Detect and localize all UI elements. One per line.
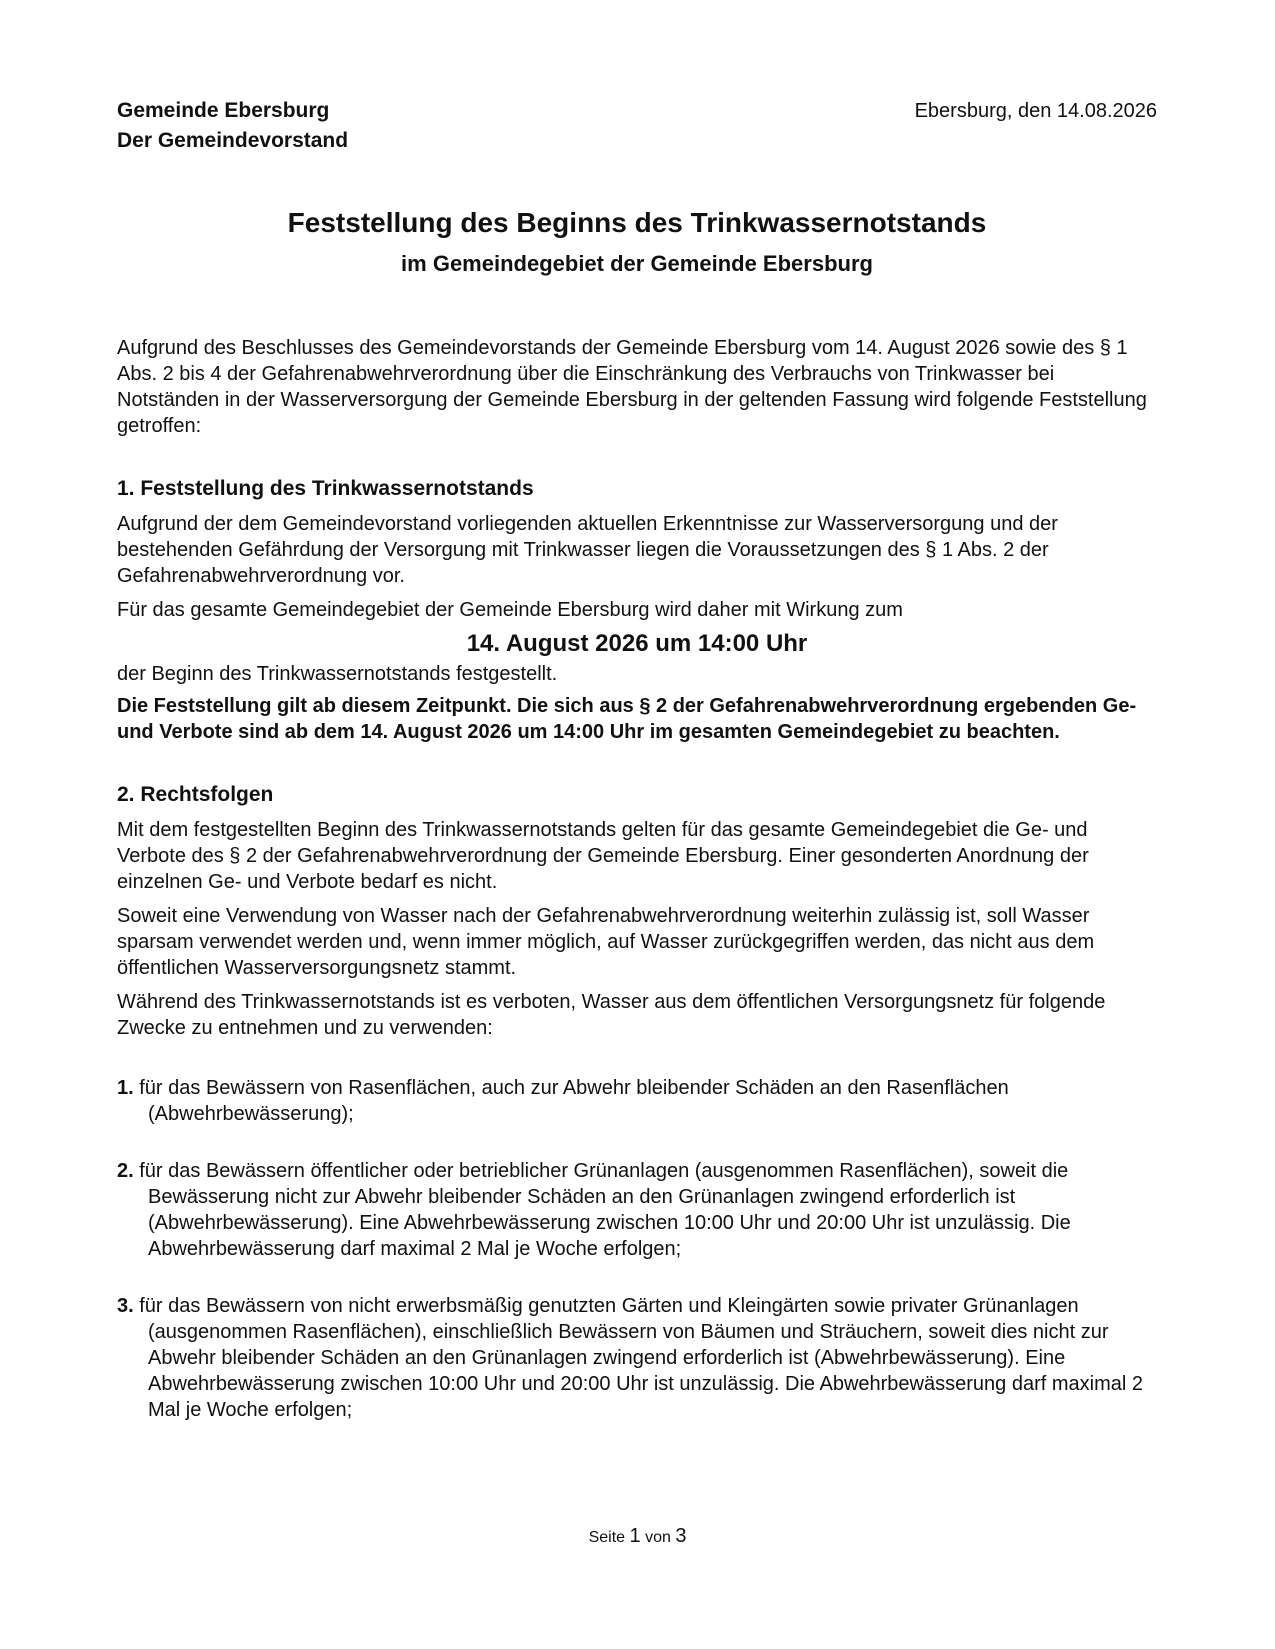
list-item <box>117 1293 1157 1423</box>
list-item-number: 1. <box>117 1077 134 1099</box>
section-2-paragraph-2: Soweit eine Verwendung von Wasser nach der Gefahrenabwehrverordnung weiterhin zulässig ist, soll Wasser sparsam verwendet werden und, wenn immer möglich, auf Wasser zurückgegriffen werden, das nicht aus dem öffentlichen Wasserversorgungsnetz stammt. <box>117 905 1095 979</box>
list-item <box>117 1075 1157 1127</box>
list-item-number: 3. <box>117 1295 134 1317</box>
section-2-heading: 2. Rechtsfolgen <box>117 783 274 806</box>
section-1-paragraph-3: der Beginn des Trinkwassernotstands festgestellt. <box>117 663 558 685</box>
footer-seite-label: Seite <box>588 1529 626 1546</box>
section-1-heading: 1. Feststellung des Trinkwassernotstands <box>117 477 534 500</box>
list-item <box>117 1158 1157 1262</box>
list-item-text: für das Bewässern von nicht erwerbsmäßig genutzten Gärten und Kleingärten sowie privater Grünanlagen (ausgenommen Rasenflächen), einschließlich Bewässern von Bäumen und Sträuchern, soweit dies nicht zur Abwehr bleibender Schäden an den Grünanlagen zwingend erforderlich ist (Abwehrbewässerung). Eine Abwehrbewässerung zwischen 10:00 Uhr und 20:00 Uhr ist unzulässig. Die Abwehrbewässerung darf maximal 2 Mal je Woche erfolgen; <box>139 1295 1143 1421</box>
list-item-text: für das Bewässern öffentlicher oder betrieblicher Grünanlagen (ausgenommen Rasenflächen), soweit die Bewässerung nicht zur Abwehr bleibender Schäden an den Grünanlagen zwingend erforderlich ist (Abwehrbewässerung). Eine Abwehrbewässerung zwischen 10:00 Uhr und 20:00 Uhr ist unzulässig. Die Abwehrbewässerung darf maximal 2 Mal je Woche erfolgen; <box>139 1160 1071 1260</box>
intro-paragraph: Aufgrund des Beschlusses des Gemeindevorstands der Gemeinde Ebersburg vom 14. August 2026 sowie des § 1 Abs. 2 bis 4 der Gefahrenabwehrverordnung über die Einschränkung des Verbrauchs von Trinkwasser bei Notständen in der Wasserversorgung der Gemeinde Ebersburg in der geltenden Fassung wird folgende Feststellung getroffen: <box>117 337 1147 437</box>
list-item-number: 2. <box>117 1160 134 1182</box>
document-subtitle: im Gemeindegebiet der Gemeinde Ebersburg <box>401 251 873 276</box>
document-page <box>117 96 1157 1454</box>
list-item-text: für das Bewässern von Rasenflächen, auch zur Abwehr bleibender Schäden an den Rasenflächen (Abwehrbewässerung); <box>139 1077 1009 1125</box>
footer-von-label: von <box>645 1529 671 1546</box>
letterhead <box>117 96 1157 158</box>
page-footer <box>0 1524 1275 1550</box>
document-title: Feststellung des Beginns des Trinkwassernotstands <box>287 207 987 238</box>
effective-date: 14. August 2026 um 14:00 Uhr <box>466 630 808 657</box>
dateline: Ebersburg, den 14.08.2026 <box>914 100 1157 122</box>
section-2-paragraph-1: Mit dem festgestellten Beginn des Trinkwassernotstands gelten für das gesamte Gemeindegebiet die Ge- und Verbote des § 2 der Gefahrenabwehrverordnung der Gemeinde Ebersburg. Einer gesonderten Anordnung der einzelnen Ge- und Verbote bedarf es nicht. <box>117 819 1089 893</box>
issuer-municipality: Gemeinde Ebersburg <box>117 99 330 122</box>
section-2-paragraph-3: Während des Trinkwassernotstands ist es verboten, Wasser aus dem öffentlichen Versorgungsnetz für folgende Zwecke zu entnehmen und zu verwenden: <box>117 991 1106 1039</box>
total-page-count: 3 <box>675 1525 687 1547</box>
section-1-bold-note: Die Feststellung gilt ab diesem Zeitpunkt. Die sich aus § 2 der Gefahrenabwehrverordnung ergebenden Ge- und Verbote sind ab dem 14. August 2026 um 14:00 Uhr im gesamten Gemeindegebiet zu beachten. <box>117 695 1137 743</box>
prohibition-list <box>117 1075 1157 1423</box>
current-page-number: 1 <box>629 1525 641 1547</box>
issuer-authority: Der Gemeindevorstand <box>117 129 349 152</box>
section-1-paragraph-1: Aufgrund der dem Gemeindevorstand vorliegenden aktuellen Erkenntnisse zur Wasserversorgung und der bestehenden Gefährdung der Versorgung mit Trinkwasser liegen die Voraussetzungen des § 1 Abs. 2 der Gefahrenabwehrverordnung vor. <box>117 513 1058 587</box>
section-1-paragraph-2: Für das gesamte Gemeindegebiet der Gemeinde Ebersburg wird daher mit Wirkung zum <box>117 599 903 621</box>
